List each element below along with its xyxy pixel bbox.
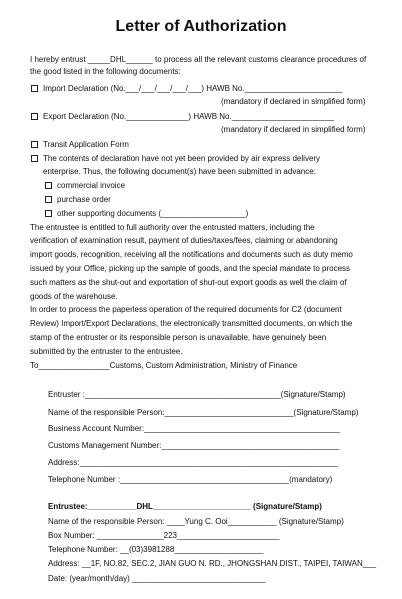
other-documents-label: other supporting documents (___________________) (57, 209, 249, 218)
letter-title: Letter of Authorization (115, 18, 287, 35)
contents-line-1: The contents of declaration have not yet been provided by air express delivery (43, 154, 321, 163)
import-declaration-checkbox[interactable] (31, 85, 38, 92)
commercial-invoice-checkbox[interactable] (45, 182, 52, 189)
body-line-2: verification of examination result, payment of duties/taxes/fees, claiming or abandoning (30, 236, 338, 245)
intro-line-2: the good listed in the following documents: (30, 67, 181, 76)
body-line-9: stamp of the entruster or its responsible person is unavailable, have genuinely been (30, 333, 327, 342)
entruster-telephone-field[interactable]: Telephone Number :______________________________________(mandatory) (48, 475, 333, 484)
body-line-8: Review) Import/Export Declarations, the electronically transmitted documents, on which the (30, 319, 353, 328)
body-line-6: goods of the warehouse. (30, 292, 118, 301)
entruster-address-field[interactable]: Address:__________________________________________________________ (48, 458, 338, 467)
body-line-5: such matters as the shut-out and exportation of shut-out export goods as well the claim of (30, 278, 347, 287)
other-documents-checkbox[interactable] (45, 210, 52, 217)
transit-checkbox[interactable] (31, 141, 38, 148)
business-account-number-field[interactable]: Business Account Number:____________________________________________ (48, 424, 340, 433)
customs-management-number-field[interactable]: Customs Management Number:________________________________________ (48, 441, 340, 450)
export-declaration-checkbox[interactable] (31, 113, 38, 120)
import-declaration-note: (mandatory if declared in simplified form) (221, 97, 366, 106)
body-line-7: In order to process the paperless operation of the required documents for C2 (document (30, 305, 342, 314)
commercial-invoice-label: commercial invoice (57, 181, 126, 190)
entrustee-responsible-person-field[interactable]: Name of the responsible Person: ____Yung C. Ooi___________ (Signature/Stamp) (48, 517, 344, 526)
contents-checkbox[interactable] (31, 155, 38, 162)
body-line-1: The entrustee is entitled to full authority over the entrusted matters, including the (30, 223, 315, 232)
purchase-order-checkbox[interactable] (45, 196, 52, 203)
body-line-4: issued by your Office, picking up the sample of goods, and the special mandate to process (30, 264, 351, 273)
export-declaration-note: (mandatory if declared in simplified form) (221, 125, 366, 134)
entrustee-field[interactable]: Entrustee:___________DHL______________________ (Signature/Stamp) (48, 502, 322, 511)
export-declaration-label: Export Declaration (No.______________) HAWB No._______________________ (43, 112, 335, 121)
date-field[interactable]: Date: (year/month/day) ______________________________ (48, 574, 266, 583)
entruster-responsible-person-field[interactable]: Name of the responsible Person:_____________________________(Signature/Stamp) (48, 408, 359, 417)
contents-line-2: enterprise. Thus, the following document(s) have been submitted in advance: (43, 167, 316, 176)
entrustee-address-field[interactable]: Address: __1F, NO.82, SEC.2, JIAN GUO N. RD., JHONGSHAN DIST., TAIPEI, TAIWAN___ (48, 559, 377, 568)
body-line-3: import goods, recognition, receiving all the notifications and documents such as duty memo (30, 250, 353, 259)
transit-label: Transit Application Form (43, 140, 129, 149)
purchase-order-label: purchase order (57, 195, 111, 204)
entrustee-telephone-field[interactable]: Telephone Number: __(03)3981288____________________ (48, 545, 264, 554)
import-declaration-label: Import Declaration (No.___/___/___/___/___) HAWB No.______________________ (43, 84, 343, 93)
box-number-field[interactable]: Box Number: _______________223_______________________ (48, 531, 280, 540)
entruster-field[interactable]: Entruster :____________________________________________(Signature/Stamp) (48, 390, 346, 399)
body-line-10: submitted by the entruster to the entrustee. (30, 347, 183, 356)
intro-line-1: I hereby entrust _____DHL______ to process all the relevant customs clearance procedures of (30, 55, 367, 64)
to-customs-line: To________________Customs, Custom Administration, Ministry of Finance (30, 361, 298, 370)
